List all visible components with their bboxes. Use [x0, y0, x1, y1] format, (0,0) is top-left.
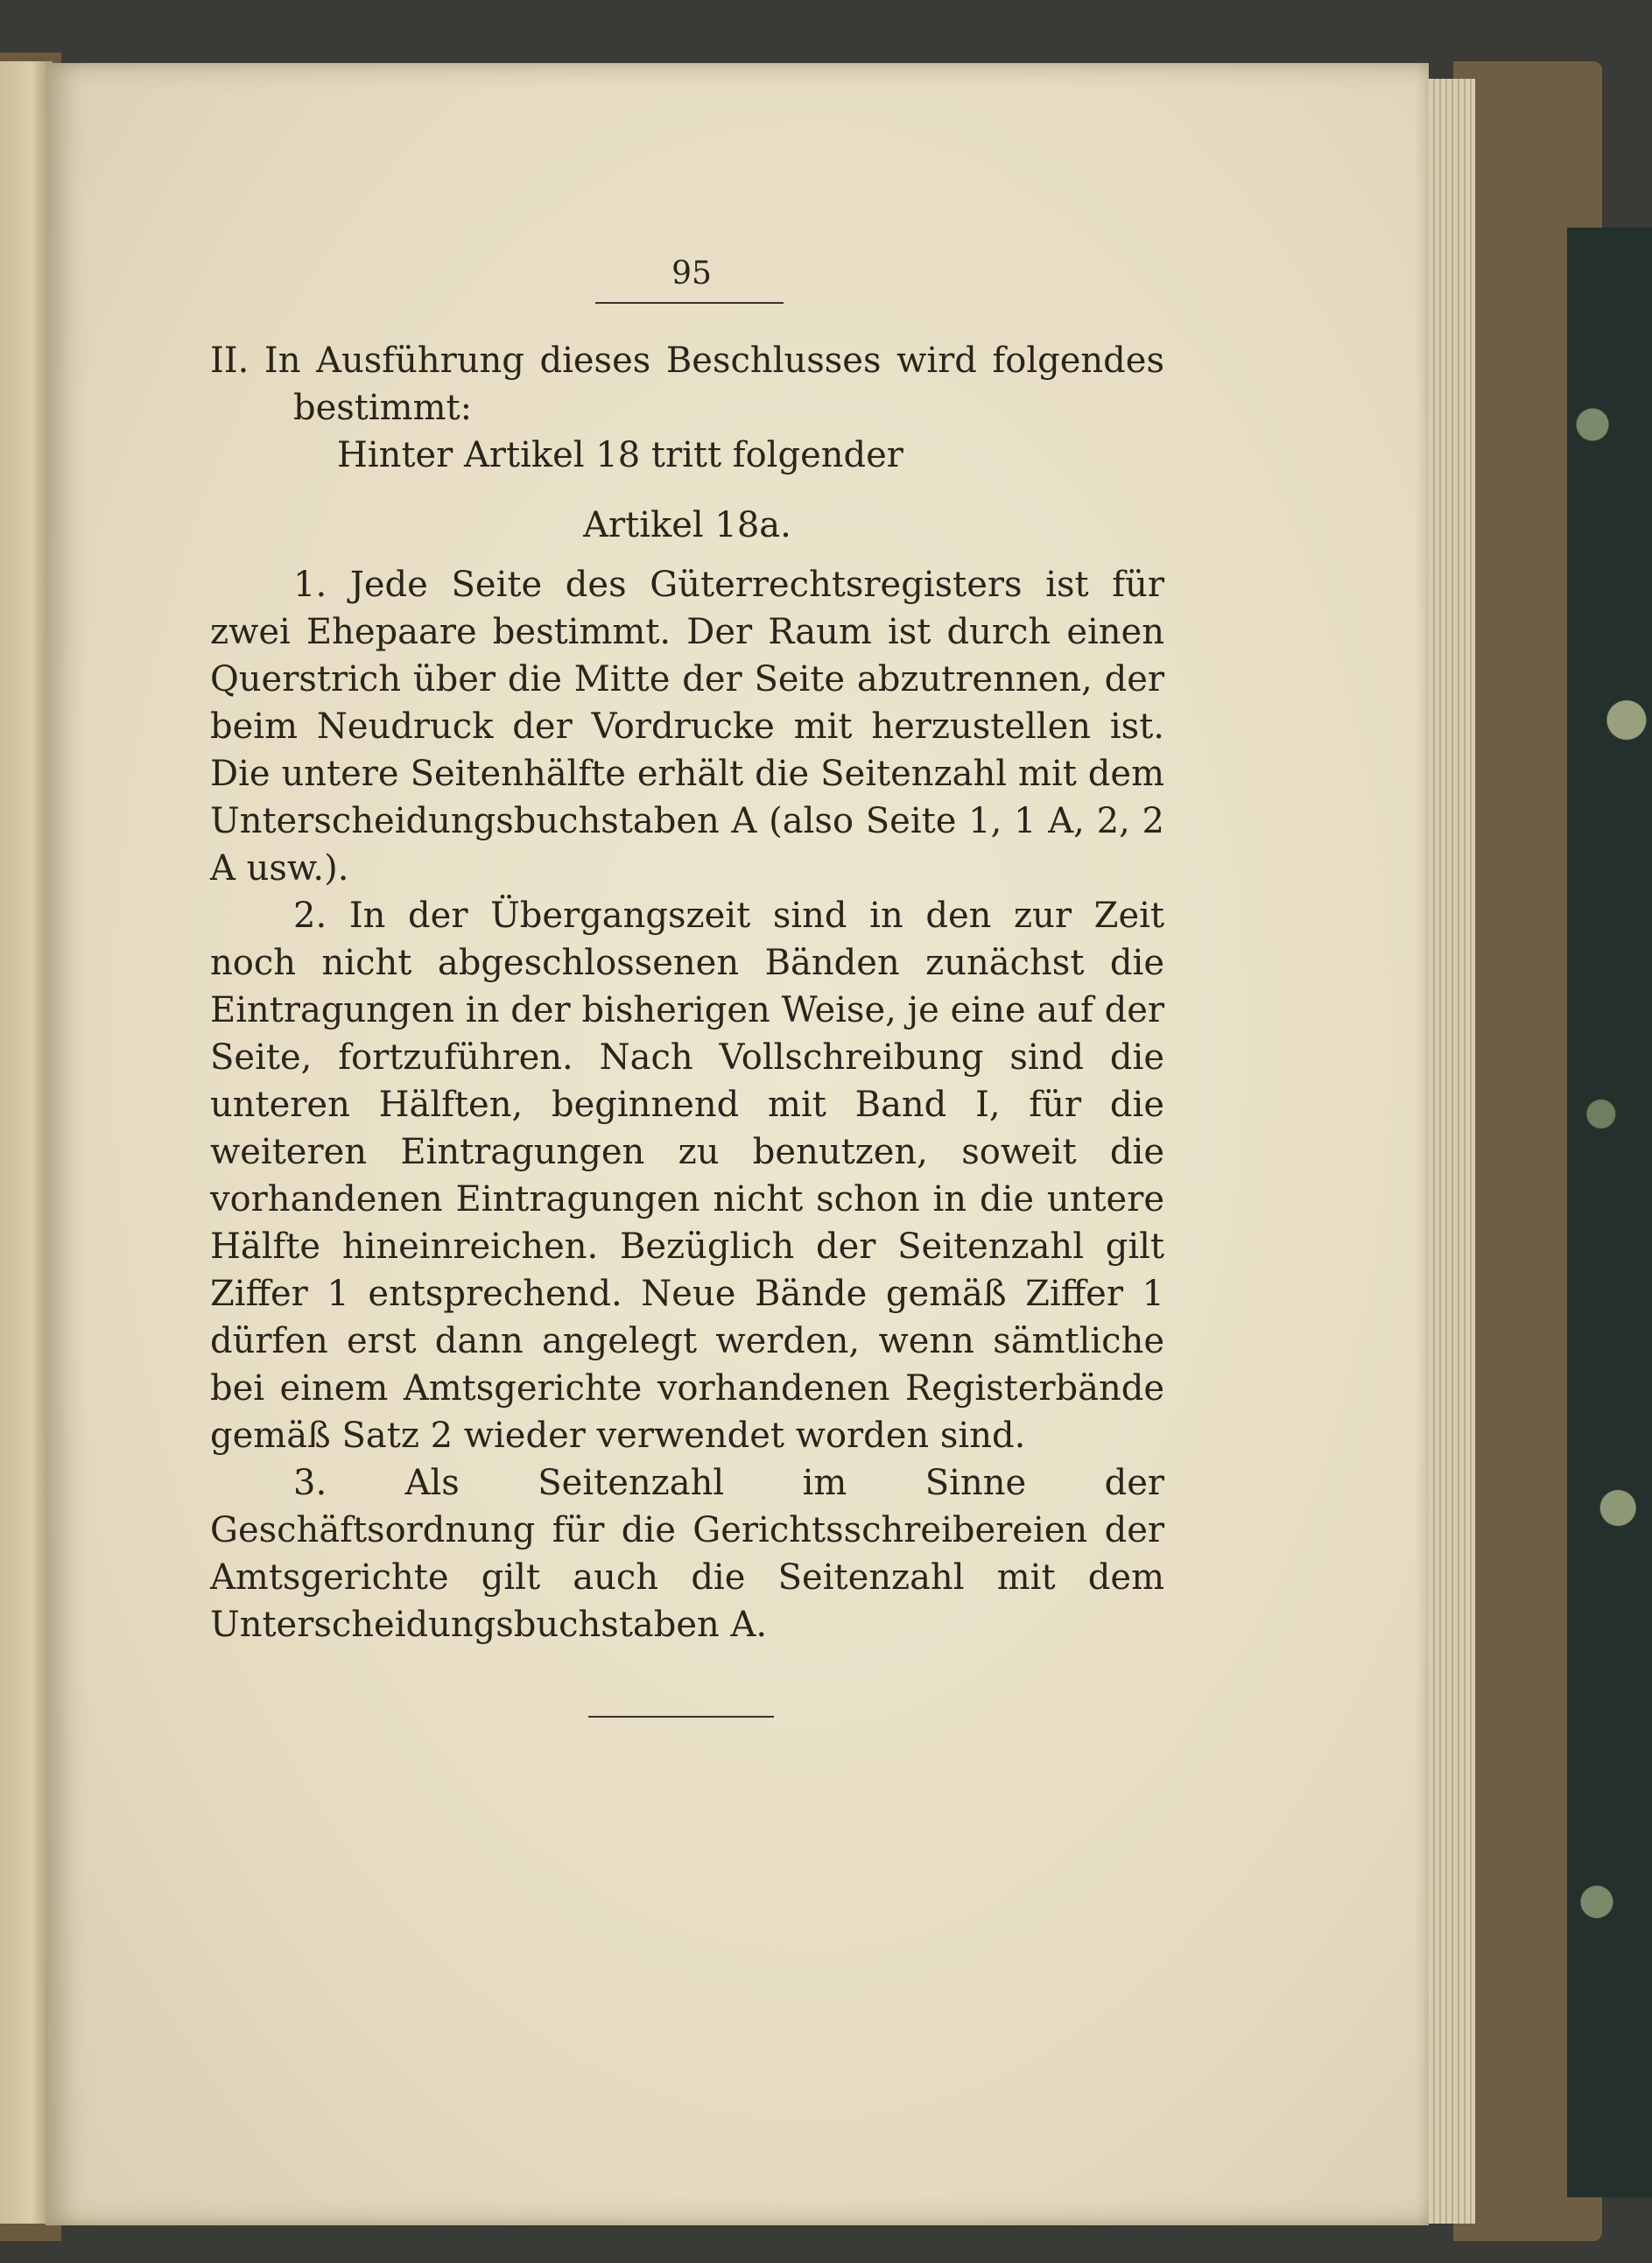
page-number: 95: [671, 256, 712, 292]
article-title: Artikel 18a.: [583, 505, 791, 545]
page-edges: [1423, 79, 1475, 2224]
paragraph-2: 2. In der Übergangszeit sind in den zur Zeit noch nicht abgeschlossenen Bänden zunächst die Eintragungen in der bisherigen Weise, je eine auf der Seite, fortzuführen. Nach Vollschreibung sind die unteren Hälften, beginnend mit Band I, für die weiteren Eintragungen zu benutzen, soweit die vorhandenen Eintragungen nicht schon in die untere Hälfte hineinreichen. Bezüglich der Seitenzahl gilt Ziffer 1 entsprechend. Neue Bände gemäß Ziffer 1 dürfen erst dann angelegt werden, wenn sämtliche bei einem Amtsgerichte vorhandenen Registerbände gemäß Satz 2 wieder verwendet worden sind.: [210, 896, 1164, 1456]
paragraph-3: 3. Als Seitenzahl im Sinne der Geschäftsordnung für die Gerichtsschreibereien der Amtsgerichte gilt auch die Seitenzahl mit dem Unterscheidungsbuchstaben A.: [210, 1463, 1164, 1645]
header-rule: [595, 302, 784, 304]
section-heading: II. In Ausführung dieses Beschlusses wird folgendes bestimmt:: [210, 341, 1164, 428]
intro-line: Hinter Artikel 18 tritt folgender: [337, 435, 903, 475]
left-page-edge: [0, 61, 53, 2224]
paragraph-1: 1. Jede Seite des Güterrechtsregisters ist für zwei Ehepaare bestimmt. Der Raum ist durch einen Querstrich über die Mitte der Seite abzutrennen, der beim Neudruck der Vordrucke mit herzustellen ist. Die untere Seitenhälfte erhält die Seitenzahl mit dem Unterscheidungsbuchstaben A (also Seite 1, 1 A, 2, 2 A usw.).: [210, 565, 1164, 889]
marbled-cover-edge: [1567, 228, 1652, 2197]
footer-rule: [588, 1716, 774, 1718]
page-body: [210, 337, 1164, 1648]
